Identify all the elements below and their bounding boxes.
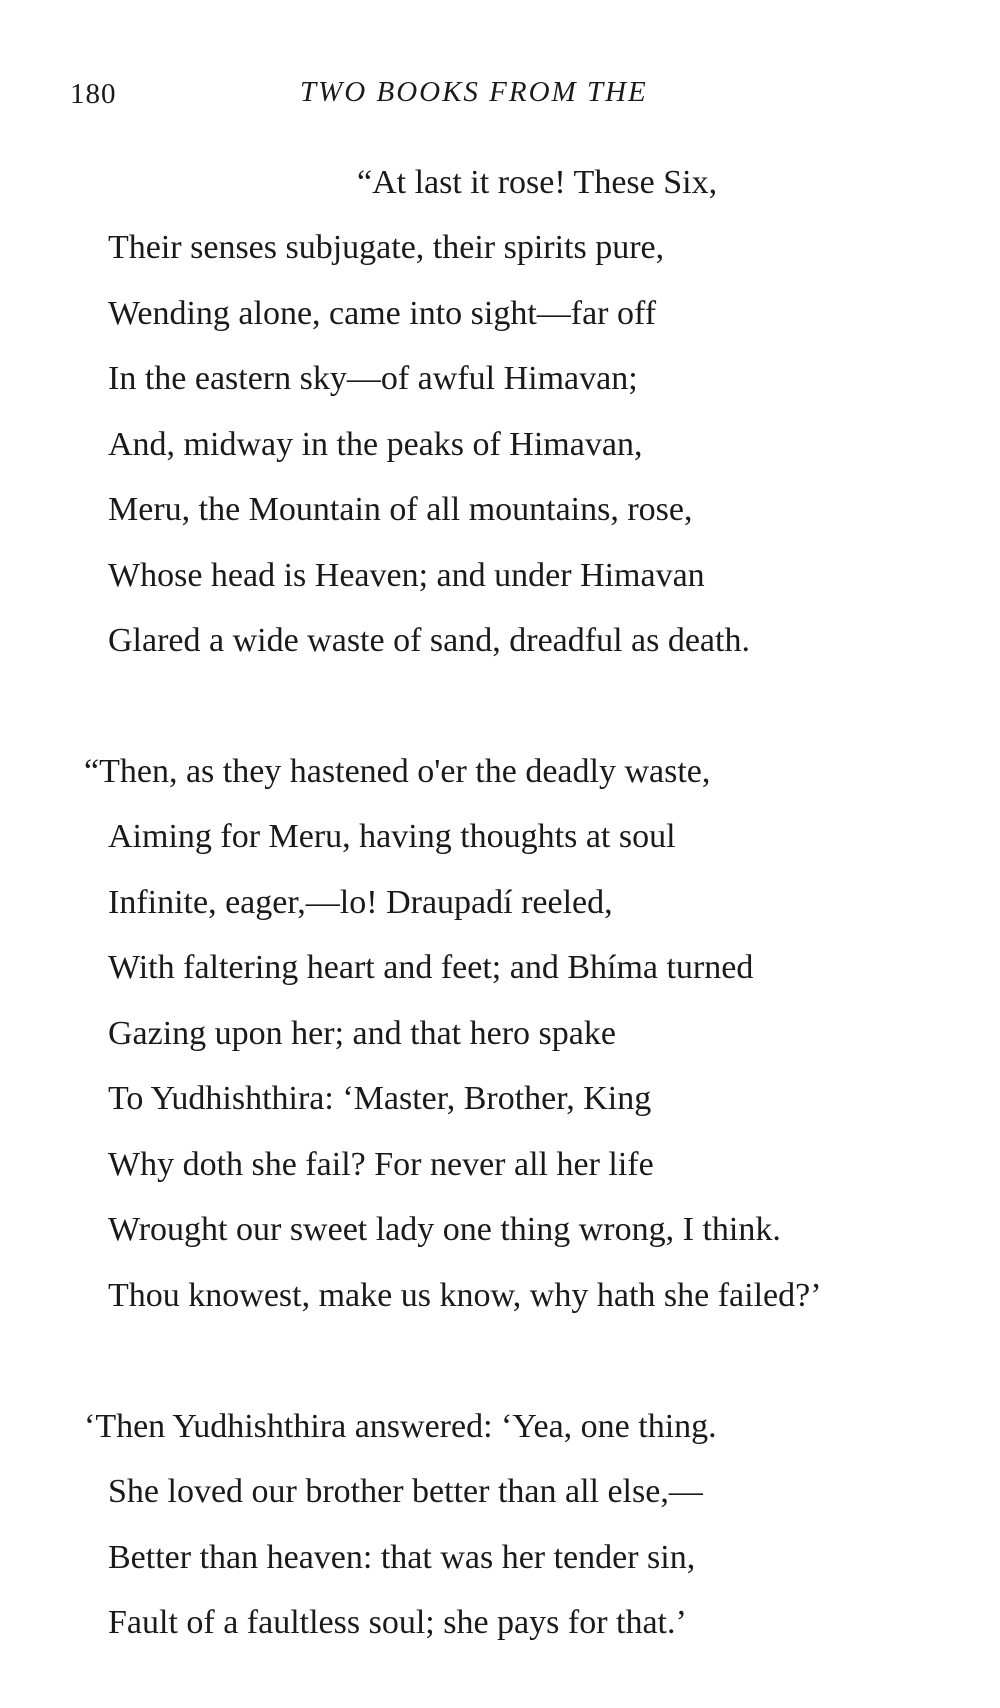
poem-line: Meru, the Mountain of all mountains, rose, [108, 491, 693, 528]
poem-line: Glared a wide waste of sand, dreadful as death. [108, 622, 750, 659]
poem-line: Fault of a faultless soul; she pays for that.’ [108, 1604, 687, 1641]
poem-line: Infinite, eager,—lo! Draupadí reeled, [108, 884, 613, 921]
poem-line: “Then, as they hastened o'er the deadly waste, [84, 753, 711, 790]
poem-line: She loved our brother better than all else,— [108, 1473, 703, 1510]
running-head: TWO BOOKS FROM THE [300, 76, 648, 108]
poem-line: Wending alone, came into sight—far off [108, 295, 657, 332]
poem-line: Their senses subjugate, their spirits pure, [108, 229, 665, 266]
poem-line: “At last it rose! These Six, [357, 164, 718, 201]
poem-line: In the eastern sky—of awful Himavan; [108, 360, 638, 397]
poem-line: With faltering heart and feet; and Bhíma turned [108, 949, 754, 986]
poem-line: ‘Then Yudhishthira answered: ‘Yea, one thing. [84, 1408, 717, 1445]
page-number: 180 [70, 78, 117, 110]
poem-line: Whose head is Heaven; and under Himavan [108, 557, 705, 594]
poem-line: Wrought our sweet lady one thing wrong, I think. [108, 1211, 781, 1248]
poem-line: Why doth she fail? For never all her life [108, 1146, 654, 1183]
poem-line: And, midway in the peaks of Himavan, [108, 426, 643, 463]
poem-line: Aiming for Meru, having thoughts at soul [108, 818, 676, 855]
poem-line: Better than heaven: that was her tender sin, [108, 1539, 696, 1576]
poem-line: Thou knowest, make us know, why hath she failed?’ [108, 1277, 822, 1314]
poem-line: Gazing upon her; and that hero spake [108, 1015, 616, 1052]
poem-line: To Yudhishthira: ‘Master, Brother, King [108, 1080, 652, 1117]
